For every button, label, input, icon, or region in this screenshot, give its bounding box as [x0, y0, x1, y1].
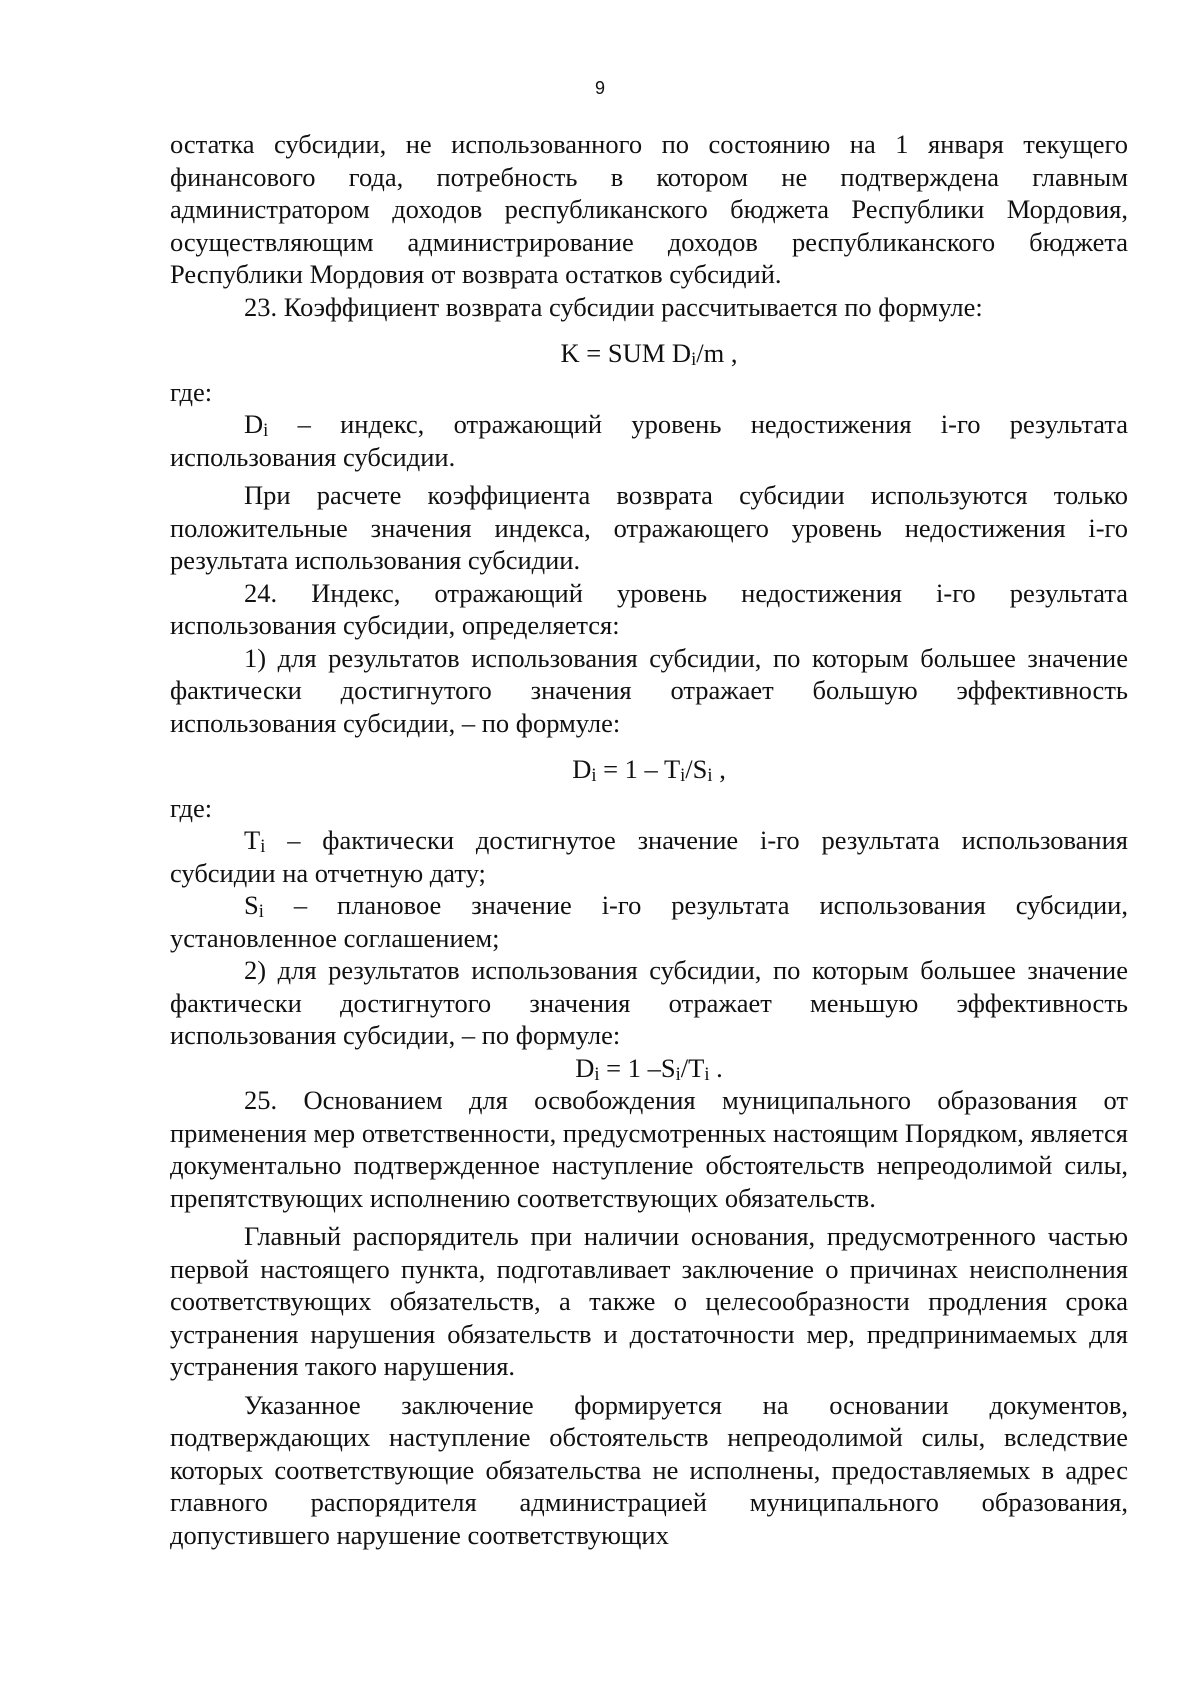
page-number: 9: [594, 78, 605, 98]
document-body: [170, 128, 1128, 1551]
paragraph: 23. Коэффициент возврата субсидии рассчитывается по формуле:: [244, 291, 983, 322]
paragraph: $S_i$ – плановое значение i-го результата использования субсидии, установленное соглашением;: [170, 890, 1128, 953]
paragraph: Главный распорядитель при наличии основания, предусмотренного частью первой настоящего пункта, подготавливает заключение о причинах неисполнения соответствующих обязательств, а также о целесообразности продления срока устранения нарушения обязательств и достаточности мер, предпринимаемых для устранения такого нарушения.: [170, 1221, 1128, 1381]
paragraph: 2) для результатов использования субсидии, по которым большее значение фактически достигнутого значения отражает меньшую эффективность использования субсидии, – по формуле:: [170, 955, 1128, 1050]
formula: $D_i = 1$ $-S_i/T_i$ .: [575, 1052, 723, 1085]
paragraph: где:: [170, 792, 213, 823]
formula: $D_i = 1 - T_i/S_i$ ,: [572, 754, 726, 786]
paragraph: Указанное заключение формируется на основании документов, подтверждающих наступление обстоятельств непреодолимой силы, вследствие которых соответствующие обязательства не исполнены, предоставляемых в адрес главного распорядителя администрацией муниципального образования, допустившего нарушение соответствующих: [170, 1389, 1128, 1550]
paragraph: 24. Индекс, отражающий уровень недостижения i-го результата использования субсидии, определяется:: [170, 577, 1128, 640]
paragraph: $T_i$ – фактически достигнутое значение i-го результата использования субсидии на отчетную дату;: [170, 825, 1128, 888]
paragraph: остатка субсидии, не использованного по состоянию на 1 января текущего финансового года, потребность в котором не подтверждена главным администратором доходов республиканского бюджета Республики Мордовия, осуществляющим администрирование доходов республиканского бюджета Республики Мордовия от возврата остатков субсидий.: [170, 129, 1128, 289]
formula: K = SUM $D_i/m$ ,: [560, 338, 738, 370]
paragraph: 25. Основанием для освобождения муниципального образования от применения мер ответственности, предусмотренных настоящим Порядком, является документально подтвержденное наступление обстоятельств непреодолимой силы, препятствующих исполнению соответствующих обязательств.: [170, 1085, 1128, 1213]
paragraph: $D_i$ – индекс, отражающий уровень недостижения i-го результата использования субсидии.: [170, 409, 1128, 472]
paragraph: где:: [170, 376, 213, 407]
paragraph: При расчете коэффициента возврата субсидии используются только положительные значения индекса, отражающего уровень недостижения i-го результата использования субсидии.: [170, 480, 1128, 575]
paragraph: 1) для результатов использования субсидии, по которым большее значение фактически достигнутого значения отражает большую эффективность использования субсидии, – по формуле:: [170, 642, 1128, 738]
